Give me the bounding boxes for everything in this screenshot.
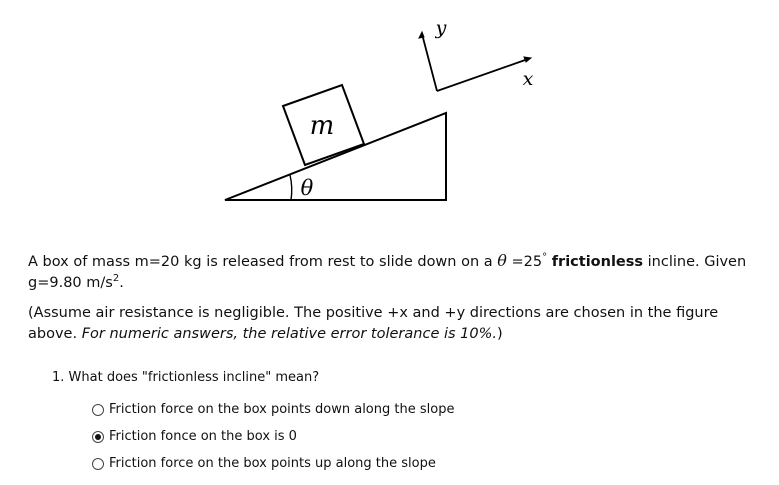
gravity-period: . xyxy=(119,275,124,291)
radio-button[interactable] xyxy=(92,404,104,416)
angle-arc xyxy=(290,175,292,200)
answer-option[interactable] xyxy=(92,450,454,477)
problem-text-end: incline. Given xyxy=(643,254,747,270)
answer-options xyxy=(92,396,454,477)
degree-symbol: ° xyxy=(542,252,548,264)
assumption-note xyxy=(28,303,748,345)
frictionless-emphasis: frictionless xyxy=(551,254,644,270)
problem-statement xyxy=(28,250,748,345)
option-label: Friction fonce on the box is 0 xyxy=(109,429,297,444)
option-label: Friction force on the box points up along the slope xyxy=(109,456,436,471)
option-label: Friction force on the box points down along the slope xyxy=(109,402,455,417)
gravity-value: g=9.80 m/s xyxy=(28,275,113,291)
problem-text: A box of mass m=20 kg is released from rest to slide down on a xyxy=(28,254,498,270)
mass-label: m xyxy=(309,111,335,141)
tolerance-note: For numeric answers, the relative error tolerance is 10%. xyxy=(81,326,497,342)
x-axis-line xyxy=(437,59,528,91)
radio-button[interactable] xyxy=(92,458,104,470)
y-axis-label: y xyxy=(435,17,447,39)
y-axis-line xyxy=(422,34,437,91)
problem-paragraph xyxy=(28,250,748,294)
x-axis-arrowhead xyxy=(524,57,531,62)
angle-value: =25 xyxy=(506,254,543,270)
incline-triangle xyxy=(225,113,446,200)
x-axis-label: x xyxy=(522,68,534,90)
note-text: (Assume air resistance is negligible. The positive +x and +y directions are chosen in the figure above. xyxy=(28,305,719,342)
note-close: ) xyxy=(497,326,503,342)
answer-option[interactable] xyxy=(92,423,454,450)
answer-option[interactable] xyxy=(92,396,454,423)
theta-symbol: θ xyxy=(497,251,507,270)
gravity-exponent: 2 xyxy=(112,273,120,285)
radio-button[interactable] xyxy=(92,431,104,443)
angle-label: θ xyxy=(300,176,314,200)
question-prompt: 1. What does "frictionless incline" mean? xyxy=(52,370,320,385)
y-axis-arrowhead xyxy=(419,32,424,38)
